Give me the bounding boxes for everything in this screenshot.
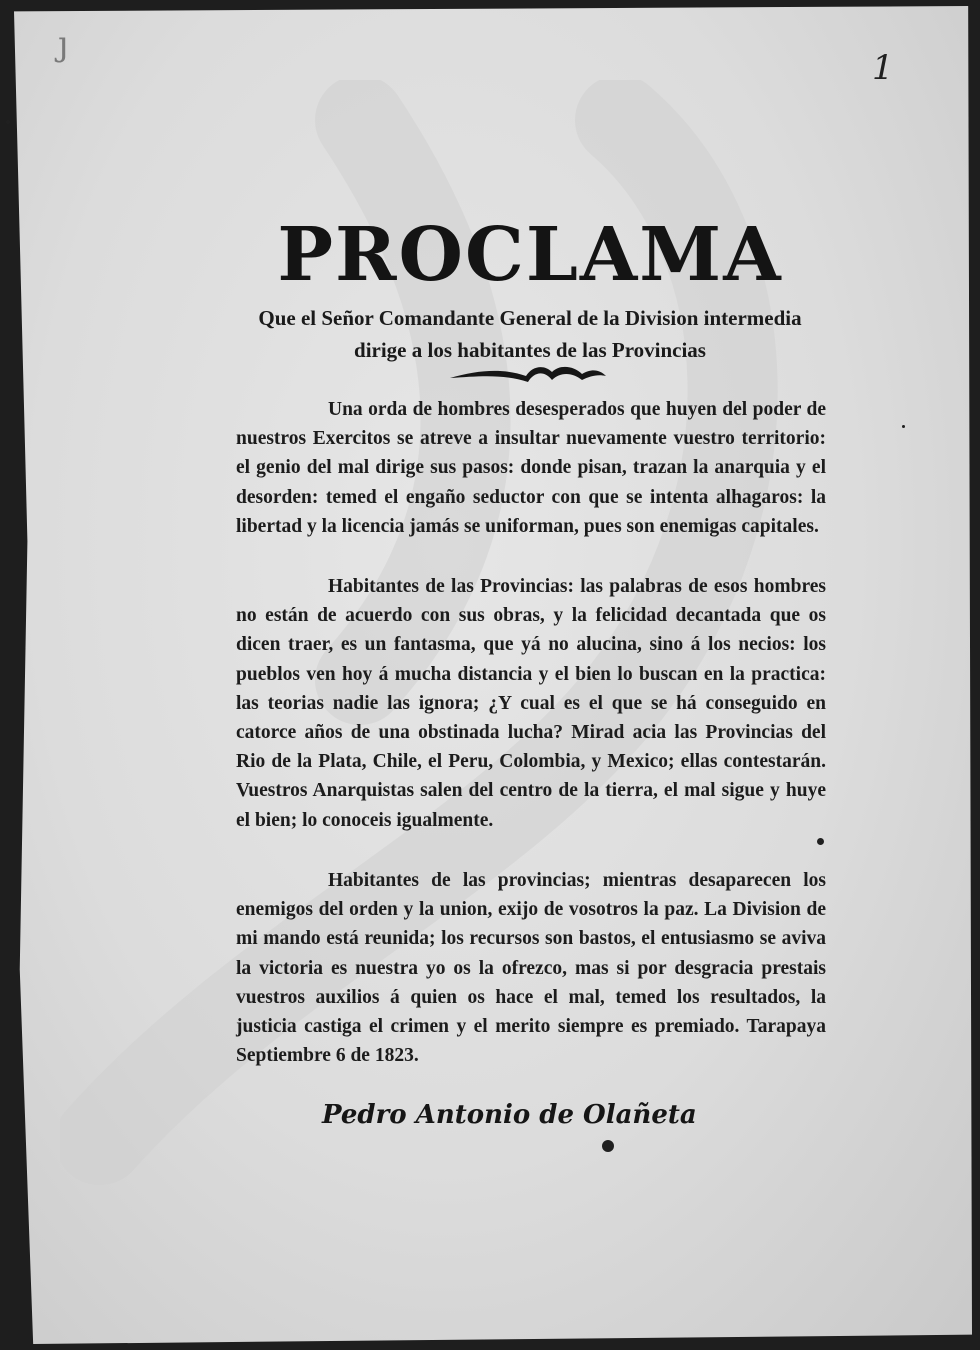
ink-dot [902,425,905,428]
ink-dot [6,120,10,124]
ornament-divider-icon [448,362,608,390]
body-paragraph-2: Habitantes de las Provincias: las palabras de esos hombres no están de acuerdo con sus obras, y la felicidad decantada que os dicen traer, es un fantasma, que yá no alucina, sino á los necios: los pueblos ven hoy á mucha distancia y el bien lo buscan en la practica: las teorias nadie las ignora; ¿Y cual es el que se há conseguido en catorce años de una obstinada lucha? Mirad acia las Provincias del Rio de la Plata, Chile, el Peru, Colombia, y Mexico; ellas contestarán. Vuestros Anarquistas salen del centro de la tierra, el mal sigue y huye el bien; lo conoceis igualmente. [236,576,826,831]
signature: Pedro Antonio de Olañeta [322,1100,697,1130]
body-paragraph-3: Habitantes de las provincias; mientras desaparecen los enemigos del orden y la union, exijo de vosotros la paz. La Division de mi mando está reunida; los recursos son bastos, el entusiasmo se aviva la victoria es nuestra yo os la ofrezco, mas si por desgracia prestais vuestros auxilios á quien os hace el mal, temed los resultados, la justicia castiga el crimen y el merito siempre es premiado. Tarapaya Septiembre 6 de 1823. [236,870,826,1067]
body-paragraph-1: Una orda de hombres desesperados que huyen del poder de nuestros Exercitos se atreve a insultar nuevamente vuestro territorio: el genio del mal dirige sus pasos: donde pisan, trazan la anarquia y el desorden: temed el engaño seductor con que se intenta alhagaros: la libertad y la licencia jamás se uniforman, pues son enemigas capitales. [236,399,826,537]
ink-dot [817,838,824,845]
proclamation-title: PROCLAMA [277,212,783,298]
subtitle-line-2: dirige a los habitantes de las Provincias [354,338,706,362]
corner-mark: ȷ [58,24,69,64]
ink-dot [602,1140,614,1152]
folio-number: 1 [872,48,894,88]
proclamation-subtitle [180,302,880,366]
subtitle-line-1: Que el Señor Comandante General de la Division intermedia [258,306,802,330]
